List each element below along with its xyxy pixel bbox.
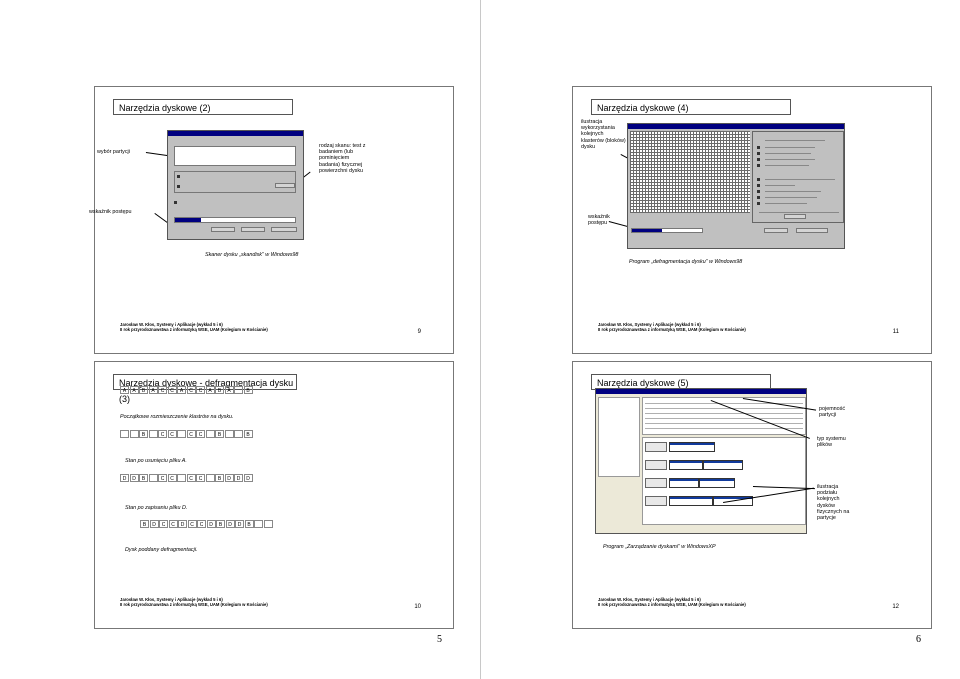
cluster-cell: D	[178, 520, 187, 528]
slide-number: 11	[892, 329, 899, 335]
window-titlebar	[168, 131, 303, 136]
page-number-left: 5	[437, 634, 442, 645]
slide-title: Narzędzia dyskowe (5)	[591, 374, 771, 390]
legend-dialog	[752, 131, 844, 223]
disk-graph-pane	[642, 437, 806, 525]
row-description: Stan po zapisaniu pliku D.	[125, 505, 188, 511]
legend-icon	[757, 146, 760, 149]
partition-block	[669, 478, 699, 488]
cluster-cell: D	[235, 520, 244, 528]
cluster-row	[120, 430, 253, 438]
cluster-cell: A	[120, 386, 129, 394]
cluster-cell: A	[206, 386, 215, 394]
partition-block	[669, 496, 713, 506]
scan-type-group	[174, 171, 296, 193]
cluster-cell: C	[187, 386, 196, 394]
legend-button[interactable]	[764, 228, 788, 233]
slide-footer: Jarosław W. Kłos, Systemy i Aplikacje (wykład 5 i 6) II rok przyrodoznawstwa z informatyką WSE, UAM (Kolegium w Kościanie)	[598, 596, 746, 608]
cluster-cell: D	[207, 520, 216, 528]
cluster-row	[140, 520, 273, 528]
label-progress: wskaźnik postępu	[89, 209, 132, 215]
cluster-cell: D	[225, 474, 234, 482]
progress-fill	[175, 218, 201, 222]
cluster-cell: C	[168, 430, 177, 438]
cluster-cell	[234, 430, 243, 438]
page-number-right: 6	[916, 634, 921, 645]
slide-footer: Jarosław W. Kłos, Systemy i Aplikacje (wykład 5 i 6) II rok przyrodoznawstwa z informatyką WSE, UAM (Kolegium w Kościanie)	[120, 596, 268, 608]
cluster-cell	[177, 430, 186, 438]
legend-icon	[757, 178, 760, 181]
cluster-cell: C	[168, 474, 177, 482]
slide-footer: Jarosław W. Kłos, Systemy i Aplikacje (wykład 5 i 6) II rok przyrodoznawstwa z informatyką WSE, UAM (Kolegium w Kościanie)	[120, 321, 268, 333]
cluster-cell: B	[215, 474, 224, 482]
cluster-cell	[149, 430, 158, 438]
label-progress: wskaźnik postępu	[588, 214, 610, 227]
legend-icon	[757, 152, 760, 155]
label-fs: typ systemu plików	[817, 436, 846, 449]
legend-icon	[757, 190, 760, 193]
cluster-map	[630, 131, 750, 213]
row-description: Dysk poddany defragmentacji.	[125, 547, 198, 553]
slide-5	[572, 361, 932, 629]
partition-block	[669, 442, 715, 452]
cluster-cell: B	[215, 430, 224, 438]
cluster-cell: D	[120, 474, 129, 482]
defrag-window	[627, 123, 845, 249]
cluster-cell: B	[244, 386, 253, 394]
cluster-cell: A	[177, 386, 186, 394]
legend-icon	[757, 202, 760, 205]
cluster-cell: D	[150, 520, 159, 528]
cluster-cell: A	[130, 386, 139, 394]
cluster-cell: B	[244, 430, 253, 438]
cluster-cell	[234, 386, 243, 394]
slide-title: Narzędzia dyskowe (2)	[113, 99, 293, 115]
legend-icon	[757, 164, 760, 167]
window-titlebar	[596, 389, 806, 394]
partition-block	[699, 478, 735, 488]
volume-list	[642, 397, 806, 435]
slide-title: Narzędzia dyskowe - defragmentacja dysku (3)	[113, 374, 297, 390]
cluster-cell: C	[158, 430, 167, 438]
cluster-cell: D	[226, 520, 235, 528]
radio-icon[interactable]	[177, 185, 180, 188]
cluster-cell: C	[159, 520, 168, 528]
cancel-button[interactable]	[241, 227, 265, 232]
cluster-cell: B	[139, 474, 148, 482]
slide-3	[94, 361, 454, 629]
disk-label	[645, 478, 667, 488]
label-illustration: ilustracja wykorzystania kolejnych klasterów (bloków) dysku	[581, 119, 626, 150]
cluster-row	[120, 474, 253, 482]
cluster-cell: C	[158, 386, 167, 394]
cluster-cell	[225, 430, 234, 438]
disk-management-window	[595, 388, 807, 534]
slide-title: Narzędzia dyskowe (4)	[591, 99, 791, 115]
cluster-cell: C	[196, 430, 205, 438]
label-scan-type: rodzaj skanu: test z badaniem (lub pominięciem badania) fizycznej powierzchni dysku	[319, 143, 366, 174]
disk-label	[645, 442, 667, 452]
slide-2	[89, 86, 454, 354]
legend-icon	[757, 158, 760, 161]
slide-number: 12	[892, 604, 899, 610]
tree-pane	[598, 397, 640, 477]
cluster-cell	[130, 430, 139, 438]
cluster-cell: C	[158, 474, 167, 482]
cluster-cell: B	[216, 520, 225, 528]
cluster-cell	[264, 520, 273, 528]
cluster-cell	[149, 474, 158, 482]
cluster-row	[120, 386, 253, 394]
cluster-cell: C	[187, 474, 196, 482]
label-capacity: pojemność partycji	[819, 406, 846, 419]
slide-caption: Skaner dysku „skandisk” w Windows98	[205, 252, 299, 258]
cluster-cell	[254, 520, 263, 528]
cluster-cell: D	[244, 474, 253, 482]
cluster-cell: C	[169, 520, 178, 528]
close-button[interactable]	[784, 214, 806, 219]
drive-list[interactable]	[174, 146, 296, 166]
progress-fill	[632, 229, 662, 232]
cluster-cell: B	[139, 430, 148, 438]
window-titlebar	[628, 124, 844, 129]
sheet-divider	[480, 0, 481, 679]
label-partition: wybór partycji	[97, 149, 130, 155]
row-description: Początkowe rozmieszczenie klastrów na dysku.	[120, 414, 234, 420]
cluster-cell: A	[149, 386, 158, 394]
options-button[interactable]	[275, 183, 295, 188]
slide-4	[572, 86, 932, 354]
cluster-cell	[206, 474, 215, 482]
cluster-cell: C	[188, 520, 197, 528]
cluster-cell	[177, 474, 186, 482]
cluster-cell	[206, 430, 215, 438]
cluster-cell: B	[139, 386, 148, 394]
legend-icon	[757, 184, 760, 187]
checkbox-icon[interactable]	[174, 201, 177, 204]
disk-label	[645, 496, 667, 506]
cluster-cell: B	[215, 386, 224, 394]
advanced-button[interactable]	[271, 227, 297, 232]
slide-caption: Program „Zarządzanie dyskami” w WindowsXP	[603, 544, 716, 550]
cluster-cell: A	[225, 386, 234, 394]
cluster-cell: C	[196, 474, 205, 482]
disk-label	[645, 460, 667, 470]
row-description: Stan po usunięciu pliku A.	[125, 458, 187, 464]
slide-caption: Program „defragmentacja dysku” w Windows98	[629, 259, 743, 265]
cluster-cell: D	[234, 474, 243, 482]
radio-icon[interactable]	[177, 175, 180, 178]
start-button[interactable]	[211, 227, 235, 232]
label-partitions: ilustracja podziału kolejnych dysków fizycznych na partycje	[817, 484, 850, 522]
slide-number: 10	[414, 604, 421, 610]
slide-number: 9	[417, 329, 421, 335]
hide-details-button[interactable]	[796, 228, 828, 233]
cluster-cell: C	[187, 430, 196, 438]
partition-block	[669, 460, 703, 470]
cluster-cell	[120, 430, 129, 438]
cluster-cell: C	[168, 386, 177, 394]
cluster-cell: C	[196, 386, 205, 394]
cluster-cell: B	[245, 520, 254, 528]
legend-icon	[757, 196, 760, 199]
partition-block	[703, 460, 743, 470]
cluster-cell: D	[130, 474, 139, 482]
cluster-cell: B	[140, 520, 149, 528]
cluster-cell: C	[197, 520, 206, 528]
scandisk-window	[167, 130, 304, 240]
slide-footer: Jarosław W. Kłos, Systemy i Aplikacje (wykład 5 i 6) II rok przyrodoznawstwa z informatyką WSE, UAM (Kolegium w Kościanie)	[598, 321, 746, 333]
